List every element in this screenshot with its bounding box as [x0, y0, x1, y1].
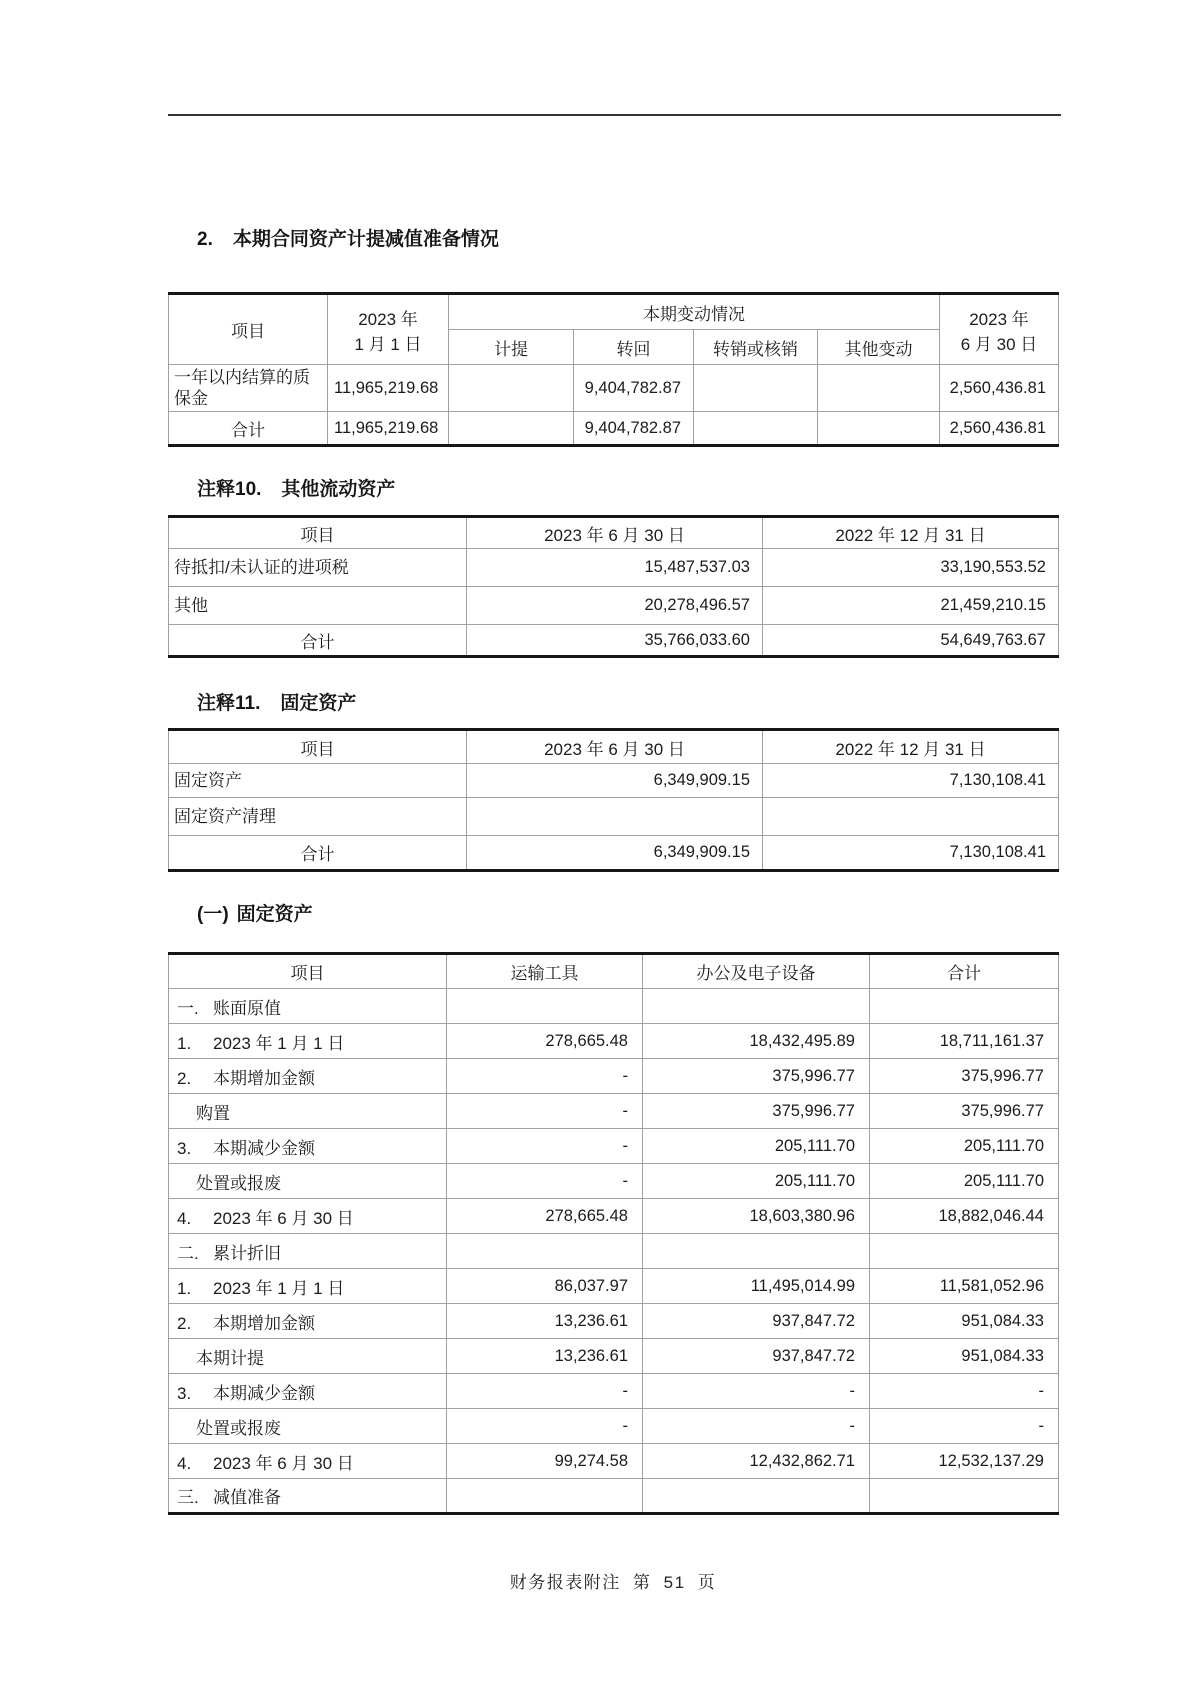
amount-cell: -	[643, 1374, 870, 1409]
row-label: 减值准备	[213, 1488, 281, 1507]
row-label: 固定资产	[169, 764, 467, 798]
row-label: 账面原值	[213, 998, 281, 1018]
section-title: 固定资产	[280, 693, 357, 714]
amount-cell: 205,111.70	[643, 1129, 870, 1164]
amount-cell	[447, 989, 643, 1024]
table-total-row	[169, 625, 1059, 657]
row-item	[169, 1374, 447, 1409]
section-number: 2.	[197, 229, 213, 250]
row-item	[169, 1269, 447, 1304]
amount-cell: 6,349,909.15	[467, 764, 763, 798]
table-subitem-row	[169, 1409, 1059, 1444]
amount-cell: 33,190,553.52	[763, 549, 1059, 587]
page-footer: 财务报表附注 第 51 页	[509, 1573, 717, 1592]
col-header-beginning-balance	[328, 294, 449, 365]
row-item	[169, 1199, 447, 1234]
table-header-row	[169, 954, 1059, 989]
row-item	[169, 1059, 447, 1094]
amount-cell: 375,996.77	[643, 1059, 870, 1094]
table-subitem-row	[169, 1094, 1059, 1129]
amount-cell: -	[447, 1409, 643, 1444]
row-number: 一.	[177, 998, 199, 1018]
section-heading-contract-assets	[197, 224, 499, 251]
amount-cell	[870, 1479, 1059, 1514]
amount-cell: 9,404,782.87	[574, 412, 694, 446]
col-header-other-change: 其他变动	[818, 330, 940, 365]
amount-cell: 951,084.33	[870, 1339, 1059, 1374]
header-rule	[168, 114, 1061, 116]
table-total-row	[169, 836, 1059, 871]
table-row	[169, 1024, 1059, 1059]
amount-cell: 375,996.77	[870, 1094, 1059, 1129]
row-number: 2.	[177, 1068, 192, 1088]
table-header-row	[169, 294, 1059, 330]
amount-cell: 205,111.70	[643, 1164, 870, 1199]
amount-cell: 11,495,014.99	[643, 1269, 870, 1304]
row-item	[169, 989, 447, 1024]
row-item	[169, 1479, 447, 1514]
table-row	[169, 1304, 1059, 1339]
amount-cell: 11,581,052.96	[870, 1269, 1059, 1304]
row-item	[169, 1304, 447, 1339]
row-label-total: 合计	[169, 412, 328, 446]
amount-cell: 15,487,537.03	[467, 549, 763, 587]
header-line: 6 月 30 日	[960, 334, 1038, 354]
col-header-item: 项目	[169, 954, 447, 989]
amount-cell: 18,711,161.37	[870, 1024, 1059, 1059]
col-header-accrual: 计提	[449, 330, 574, 365]
col-header-write-off: 转销或核销	[694, 330, 818, 365]
table-header-row	[169, 730, 1059, 764]
row-label: 2023 年 6 月 30 日	[213, 1208, 354, 1228]
amount-cell: 2,560,436.81	[940, 365, 1059, 412]
amount-cell: 278,665.48	[447, 1024, 643, 1059]
row-label: 本期增加金额	[213, 1068, 315, 1088]
amount-cell: 951,084.33	[870, 1304, 1059, 1339]
amount-cell: 278,665.48	[447, 1199, 643, 1234]
row-number: 1.	[177, 1033, 192, 1053]
table-row	[169, 365, 1059, 412]
amount-cell: 12,532,137.29	[870, 1444, 1059, 1479]
row-item	[169, 1444, 447, 1479]
row-label: 购置	[196, 1103, 230, 1123]
col-header-dec31: 2022 年 12 月 31 日	[763, 730, 1059, 764]
table-row	[169, 1374, 1059, 1409]
amount-cell	[449, 365, 574, 412]
amount-cell: 375,996.77	[870, 1059, 1059, 1094]
amount-cell: -	[643, 1409, 870, 1444]
amount-cell: 18,603,380.96	[643, 1199, 870, 1234]
section-number: (一)	[197, 904, 229, 925]
table-row	[169, 764, 1059, 798]
col-header-jun30: 2023 年 6 月 30 日	[467, 517, 763, 549]
amount-cell: 7,130,108.41	[763, 764, 1059, 798]
row-label-total: 合计	[169, 625, 467, 657]
col-header-item: 项目	[169, 294, 328, 365]
section-title: 本期合同资产计提减值准备情况	[232, 229, 499, 250]
table-row	[169, 549, 1059, 587]
table-row	[169, 1269, 1059, 1304]
row-label: 本期减少金额	[213, 1138, 315, 1158]
amount-cell: 21,459,210.15	[763, 587, 1059, 625]
amount-cell: 86,037.97	[447, 1269, 643, 1304]
row-number: 3.	[177, 1138, 192, 1158]
amount-cell: 54,649,763.67	[763, 625, 1059, 657]
row-item	[169, 1234, 447, 1269]
row-label-total: 合计	[169, 836, 467, 871]
row-item	[169, 1409, 447, 1444]
row-number: 二.	[177, 1243, 199, 1263]
amount-cell: -	[870, 1374, 1059, 1409]
row-item	[169, 1339, 447, 1374]
amount-cell: 375,996.77	[643, 1094, 870, 1129]
amount-cell: 20,278,496.57	[467, 587, 763, 625]
header-line: 2023 年	[969, 309, 1029, 329]
amount-cell	[467, 798, 763, 836]
amount-cell	[447, 1234, 643, 1269]
col-header-reversal: 转回	[574, 330, 694, 365]
amount-cell	[763, 798, 1059, 836]
table-row	[169, 587, 1059, 625]
amount-cell	[870, 1234, 1059, 1269]
amount-cell	[643, 1479, 870, 1514]
row-number: 4.	[177, 1208, 192, 1228]
amount-cell: 13,236.61	[447, 1339, 643, 1374]
header-line: 2023 年	[358, 309, 418, 329]
amount-cell: -	[870, 1409, 1059, 1444]
amount-cell: 937,847.72	[643, 1339, 870, 1374]
amount-cell	[447, 1479, 643, 1514]
row-number: 三.	[177, 1488, 199, 1507]
table-header-row	[169, 517, 1059, 549]
other-current-assets-table	[168, 515, 1059, 658]
amount-cell	[818, 365, 940, 412]
amount-cell	[870, 989, 1059, 1024]
table-row	[169, 1444, 1059, 1479]
col-header-change-group: 本期变动情况	[449, 294, 940, 330]
section-title: 其他流动资产	[281, 479, 396, 500]
row-label: 2023 年 1 月 1 日	[213, 1033, 345, 1053]
amount-cell	[818, 412, 940, 446]
table-section-row	[169, 1479, 1059, 1514]
row-label: 待抵扣/未认证的进项税	[169, 549, 467, 587]
col-header-jun30: 2023 年 6 月 30 日	[467, 730, 763, 764]
amount-cell: -	[447, 1094, 643, 1129]
amount-cell: 205,111.70	[870, 1129, 1059, 1164]
amount-cell: 205,111.70	[870, 1164, 1059, 1199]
amount-cell	[694, 412, 818, 446]
section-number: 注释10.	[197, 479, 262, 500]
fixed-assets-summary-table	[168, 728, 1059, 872]
row-label: 一年以内结算的质保金	[169, 365, 328, 412]
amount-cell: 12,432,862.71	[643, 1444, 870, 1479]
col-header-item: 项目	[169, 517, 467, 549]
row-label: 固定资产清理	[169, 798, 467, 836]
col-header-office-equipment: 办公及电子设备	[643, 954, 870, 989]
amount-cell: 937,847.72	[643, 1304, 870, 1339]
amount-cell: 7,130,108.41	[763, 836, 1059, 871]
section-number: 注释11.	[197, 693, 261, 714]
section-title: 固定资产	[236, 904, 313, 925]
fixed-assets-detail-table	[168, 952, 1059, 1515]
table-subitem-row	[169, 1339, 1059, 1374]
table-row	[169, 1129, 1059, 1164]
amount-cell: 2,560,436.81	[940, 412, 1059, 446]
row-item	[169, 1094, 447, 1129]
amount-cell: -	[447, 1374, 643, 1409]
contract-asset-impairment-table	[168, 292, 1059, 447]
col-header-item: 项目	[169, 730, 467, 764]
table-subitem-row	[169, 1164, 1059, 1199]
row-item	[169, 1129, 447, 1164]
amount-cell: 11,965,219.68	[328, 365, 449, 412]
row-label: 本期减少金额	[213, 1383, 315, 1403]
table-row	[169, 798, 1059, 836]
table-row	[169, 1199, 1059, 1234]
col-header-ending-balance	[940, 294, 1059, 365]
amount-cell: -	[447, 1164, 643, 1199]
table-section-row	[169, 989, 1059, 1024]
row-number: 2.	[177, 1313, 192, 1333]
table-section-row	[169, 1234, 1059, 1269]
col-header-vehicles: 运输工具	[447, 954, 643, 989]
amount-cell	[643, 1234, 870, 1269]
amount-cell: 9,404,782.87	[574, 365, 694, 412]
header-line: 1 月 1 日	[354, 334, 422, 354]
row-label: 处置或报废	[196, 1173, 281, 1193]
table-row	[169, 1059, 1059, 1094]
amount-cell: -	[447, 1129, 643, 1164]
row-number: 3.	[177, 1383, 192, 1403]
row-label: 本期计提	[196, 1348, 264, 1368]
amount-cell: 6,349,909.15	[467, 836, 763, 871]
row-number: 4.	[177, 1453, 192, 1473]
amount-cell: 18,432,495.89	[643, 1024, 870, 1059]
amount-cell: 18,882,046.44	[870, 1199, 1059, 1234]
amount-cell: 35,766,033.60	[467, 625, 763, 657]
amount-cell	[643, 989, 870, 1024]
row-label: 其他	[169, 587, 467, 625]
row-label: 累计折旧	[213, 1243, 281, 1263]
amount-cell	[694, 365, 818, 412]
col-header-total: 合计	[870, 954, 1059, 989]
row-label: 2023 年 6 月 30 日	[213, 1453, 354, 1473]
row-label: 本期增加金额	[213, 1313, 315, 1333]
row-label: 处置或报废	[196, 1418, 281, 1438]
row-number: 1.	[177, 1278, 192, 1298]
section-heading-note11	[197, 688, 356, 715]
amount-cell	[449, 412, 574, 446]
row-label: 2023 年 1 月 1 日	[213, 1278, 345, 1298]
row-item	[169, 1164, 447, 1199]
section-heading-fixed-assets-detail	[197, 899, 313, 926]
table-total-row	[169, 412, 1059, 446]
row-item	[169, 1024, 447, 1059]
amount-cell: 13,236.61	[447, 1304, 643, 1339]
amount-cell: -	[447, 1059, 643, 1094]
section-heading-note10	[197, 474, 395, 501]
col-header-dec31: 2022 年 12 月 31 日	[763, 517, 1059, 549]
amount-cell: 99,274.58	[447, 1444, 643, 1479]
amount-cell: 11,965,219.68	[328, 412, 449, 446]
